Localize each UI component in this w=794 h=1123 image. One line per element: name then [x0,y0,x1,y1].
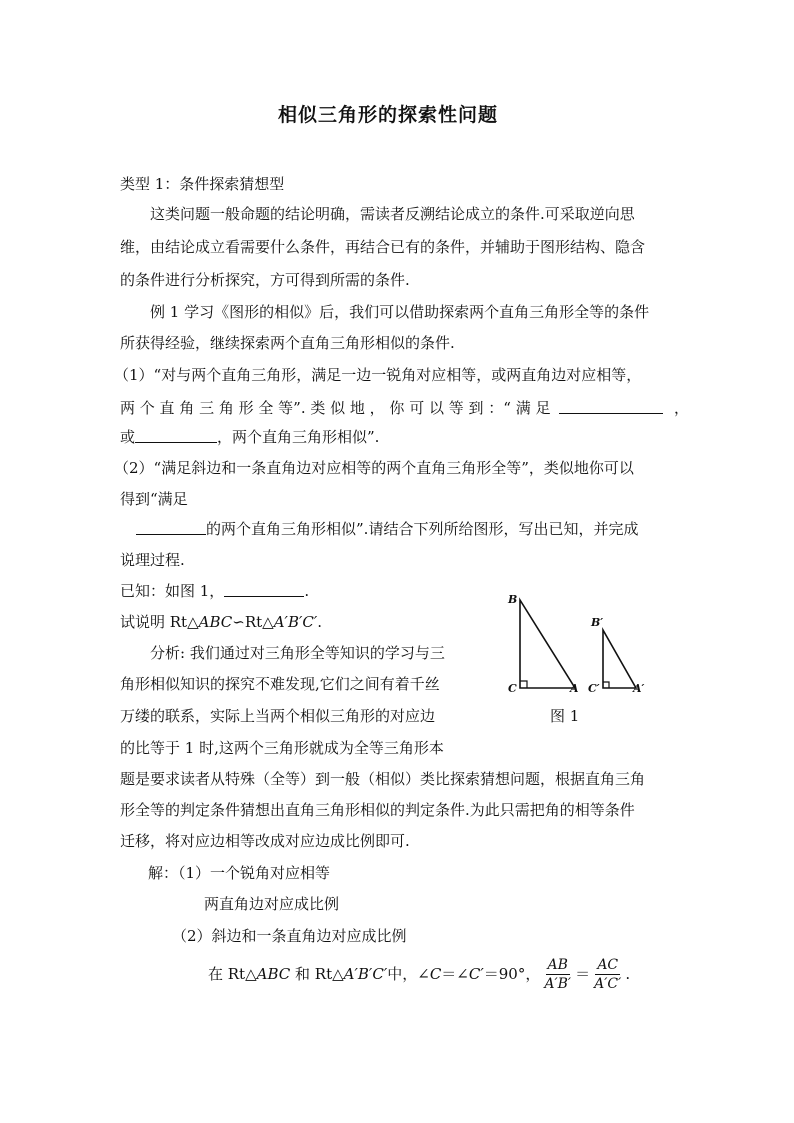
s4-frac-eq: ＝ [575,965,591,983]
prove-line [120,611,322,633]
intro-line-2: 维，由结论成立看需要什么条件，再结合已有的条件，并辅助于图形结构、隐含 [120,238,646,256]
s4-deg: ＝90°， [483,965,541,983]
right-angle-mark-c [520,681,527,688]
label-a: A [570,682,579,695]
s4-eq: ＝∠ [441,965,469,983]
s4-angle-c: C [429,965,442,983]
solution-line-1: 解：（1）一个锐角对应相等 [148,864,331,882]
s4-end: . [625,965,631,983]
s4-pre: 在 Rt△ [208,965,257,983]
label-c: C [508,682,517,695]
s4-mid: 中，∠ [387,965,430,983]
prove-end: . [317,613,323,631]
q2-line-4: 说理过程. [120,551,185,569]
solution-line-4 [208,950,630,998]
fraction-ac [592,956,623,993]
q1-line-3-post: ，两个直角三角形相似”. [217,428,380,446]
q1-line-2-text: 两 个 直 角 三 角 形 全 等”. 类 似 地 ， 你 可 以 等 到 ：“ 满 足 [120,399,551,417]
q2-line-3 [136,518,638,540]
triangle-abc [520,600,575,688]
right-angle-mark-c2 [603,682,609,688]
page-title: 相似三角形的探索性问题 [278,104,499,126]
q1-line-1: （1）“对与两个直角三角形，满足一边一锐角对应相等，或两直角边对应相等， [114,366,642,384]
intro-line-1: 这类问题一般命题的结论明确，需读者反溯结论成立的条件.可采取逆向思 [150,205,635,223]
prove-triangle-2: A′B′C′ [273,613,318,631]
example-line-2: 所获得经验，继续探索两个直角三角形相似的条件. [120,334,455,352]
type-heading: 类型 1：条件探索猜想型 [120,175,285,193]
figure-1 [500,588,690,698]
q1-line-2 [120,397,689,419]
intro-line-3: 的条件进行分析探究，方可得到所需的条件. [120,271,410,289]
label-c2: C′ [588,682,600,695]
analysis-line-3: 万缕的联系，实际上当两个相似三角形的对应边 [120,707,436,725]
analysis-line-7: 迁移，将对应边相等改成对应边成比例即可. [120,832,410,850]
analysis-line-1: 分析: 我们通过对三角形全等知识的学习与三 [150,644,445,662]
q2-line-2: 得到“满足 [120,490,188,508]
analysis-line-6: 形全等的判定条件猜想出直角三角形相似的判定条件.为此只需把角的相等条件 [120,801,635,819]
s4-and: 和 Rt△ [290,965,344,983]
fraction-ab-numerator: AB [547,956,568,973]
solution-line-2: 两直角边对应成比例 [204,895,340,913]
fraction-ab-denominator: A′B′ [544,975,572,992]
analysis-line-2: 角形相似知识的探究不难发现,它们之间有着千丝 [120,675,440,693]
label-b2: B′ [591,616,604,629]
analysis-line-5: 题是要求读者从特殊（全等）到一般（相似）类比探索猜想问题，根据直角三角 [120,770,646,788]
fraction-ac-denominator: A′C′ [594,975,622,992]
s4-angle-c2: C′ [468,965,484,983]
known-end: . [304,582,310,600]
q1-line-3-pre: 或 [120,428,136,446]
triangle-a2b2c2 [603,630,636,688]
s4-triangle-2: A′B′C′ [343,965,388,983]
figure-caption: 图 1 [550,707,580,725]
answer-blank-3[interactable] [136,519,206,535]
prove-sim: ∽Rt△ [232,613,274,631]
q1-line-3 [120,426,379,448]
prove-triangle-1: ABC [198,613,233,631]
known-text: 已知：如图 1， [120,582,225,600]
q1-line-2-end: ， [674,399,690,417]
answer-blank-4[interactable] [224,581,304,597]
answer-blank-1[interactable] [559,398,663,414]
analysis-line-4: 的比等于 1 时,这两个三角形就成为全等三角形本 [120,739,444,757]
prove-pre: 试说明 Rt△ [120,613,199,631]
q2-line-3-text: 的两个直角三角形相似”.请结合下列所给图形，写出已知，并完成 [206,520,639,538]
example-line-1: 例 1 学习《图形的相似》后，我们可以借助探索两个直角三角形全等的条件 [150,303,650,321]
fraction-ac-numerator: AC [597,956,619,973]
s4-triangle-1: ABC [256,965,291,983]
known-line [120,580,309,602]
label-a2: A′ [633,682,645,695]
solution-line-3: （2）斜边和一条直角边对应成比例 [172,927,407,945]
fraction-ab [542,956,573,993]
q2-line-1: （2）“满足斜边和一条直角边对应相等的两个直角三角形全等”，类似地你可以 [114,459,634,477]
label-b: B [508,593,518,606]
answer-blank-2[interactable] [135,427,217,443]
